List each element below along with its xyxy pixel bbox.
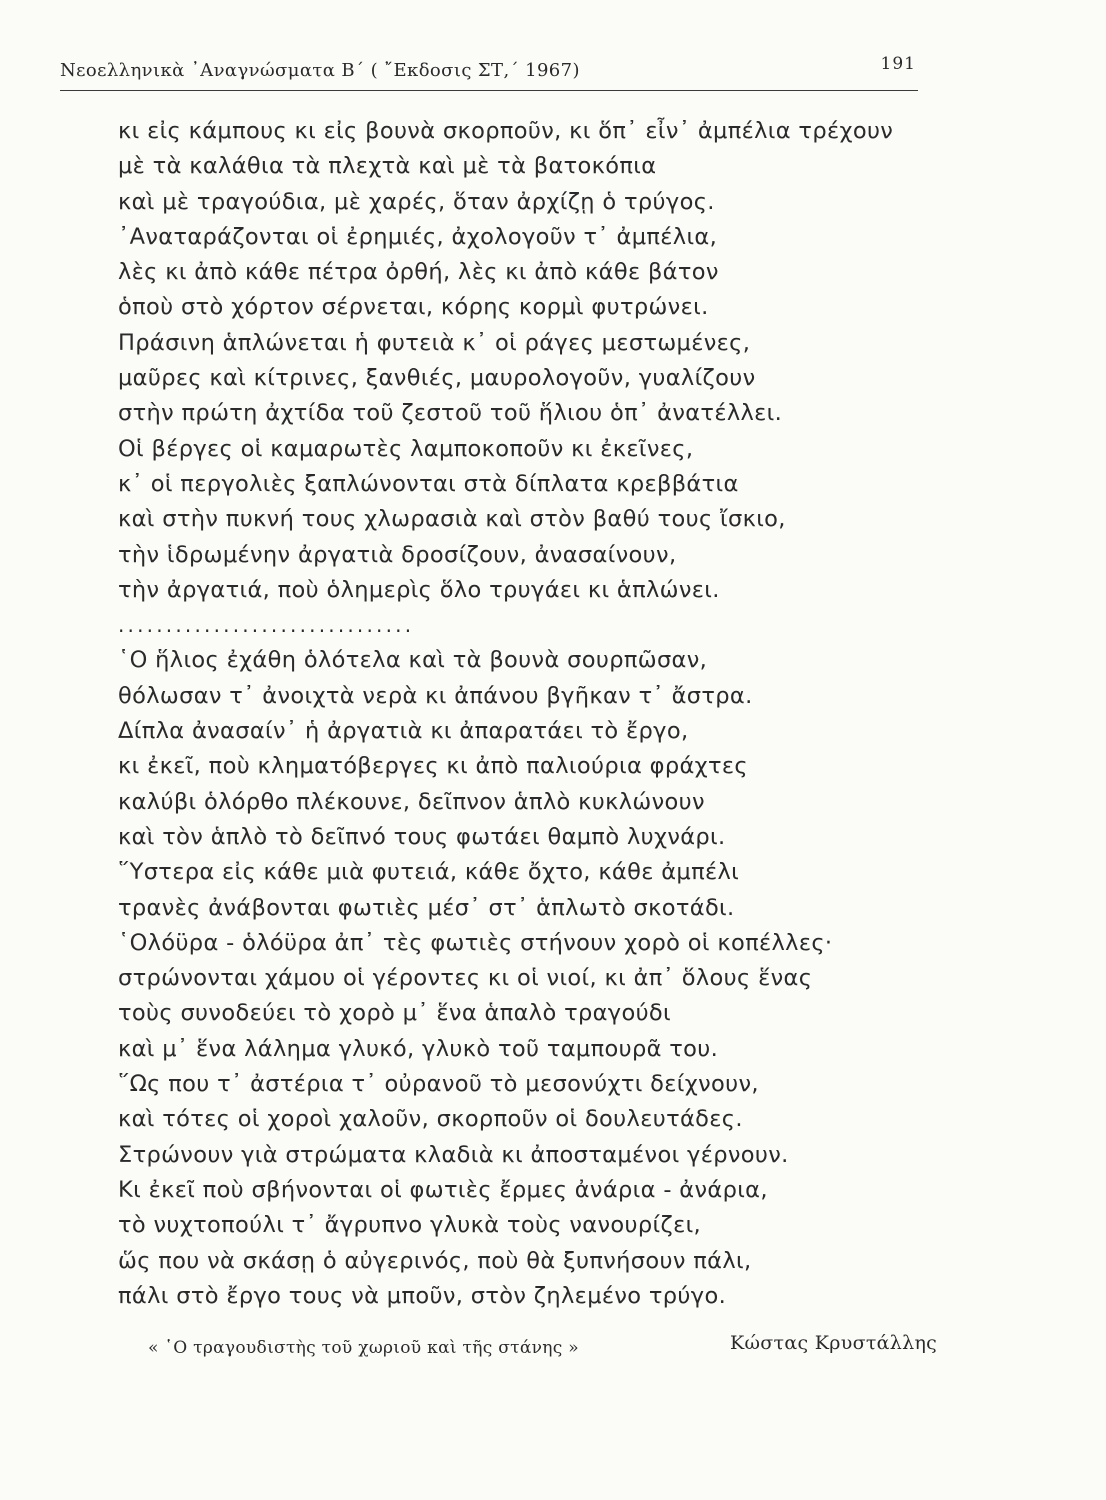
poem-line: ῞Υστερα εἰς κάθε μιὰ φυτειά, κάθε ὄχτο, κάθε ἀμπέλι [118, 859, 740, 886]
poem-line: Οἱ βέργες οἱ καμαρωτὲς λαμποκοποῦν κι ἐκεῖνες, [118, 435, 694, 462]
page-footer [148, 1330, 948, 1370]
poem-line: τοὺς συνοδεύει τὸ χορὸ μ᾿ ἕνα ἁπαλὸ τραγούδι [118, 1000, 672, 1027]
poem-line: τρανὲς ἀνάβονται φωτιὲς μέσ᾿ στ᾿ ἁπλωτὸ σκοτάδι. [118, 894, 735, 921]
poem-line: ᾿Αναταράζονται οἱ ἐρημιές, ἀχολογοῦν τ᾿ ἀμπέλια, [118, 223, 718, 250]
poem-line: Κι ἐκεῖ ποὺ σβήνονται οἱ φωτιὲς ἔρμες ἀνάρια - ἀνάρια, [118, 1176, 768, 1203]
page-number: 191 [880, 54, 916, 74]
poem-line: Στρώνουν γιὰ στρώματα κλαδιὰ κι ἀποσταμένοι γέρνουν. [118, 1141, 789, 1168]
poem-line: κ᾿ οἱ περγολιὲς ξαπλώνονται στὰ δίπλατα κρεββάτια [118, 470, 739, 497]
poem-line: στὴν πρώτη ἀχτίδα τοῦ ζεστοῦ τοῦ ἥλιου ὁπ᾿ ἀνατέλλει. [118, 400, 783, 427]
page-header [60, 52, 918, 91]
poem-line: ῾Ο ἥλιος ἐχάθη ὁλότελα καὶ τὰ βουνὰ σουρπῶσαν, [118, 647, 708, 674]
poem-line: κι εἰς κάμπους κι εἰς βουνὰ σκορποῦν, κι ὅπ᾿ εἶν᾿ ἀμπέλια τρέχουν [118, 118, 894, 144]
poem-line: τὸ νυχτοπούλι τ᾿ ἄγρυπνο γλυκὰ τοὺς νανουρίζει, [118, 1212, 702, 1239]
source-citation: « ῾Ο τραγουδιστὴς τοῦ χωριοῦ καὶ τῆς στάνης » [148, 1338, 579, 1358]
ellipsis-separator: ............................... [118, 613, 415, 638]
poem-line: ὁποὺ στὸ χόρτον σέρνεται, κόρης κορμὶ φυτρώνει. [118, 294, 709, 321]
poem-line: πάλι στὸ ἔργο τους νὰ μποῦν, στὸν ζηλεμένο τρύγο. [118, 1282, 727, 1309]
poem-line: καὶ μὲ τραγούδια, μὲ χαρές, ὅταν ἀρχίζῃ ὁ τρύγος. [118, 188, 715, 215]
poem-line: ὥς που νὰ σκάσῃ ὁ αὐγερινός, ποὺ θὰ ξυπνήσουν πάλι, [118, 1247, 752, 1274]
poem-line: λὲς κι ἀπὸ κάθε πέτρα ὀρθή, λὲς κι ἀπὸ κάθε βάτον [118, 259, 719, 286]
poem-line: θόλωσαν τ᾿ ἀνοιχτὰ νερὰ κι ἀπάνου βγῆκαν τ᾿ ἄστρα. [118, 682, 753, 709]
poem-line: Πράσινη ἁπλώνεται ἡ φυτειὰ κ᾿ οἱ ράγες μεστωμένες, [118, 329, 751, 356]
poem-line: τὴν ἀργατιά, ποὺ ὁλημερὶς ὅλο τρυγάει κι ἁπλώνει. [118, 576, 720, 603]
poem-line: ῞Ως που τ᾿ ἀστέρια τ᾿ οὐρανοῦ τὸ μεσονύχτι δείχνουν, [118, 1071, 759, 1098]
poem-line: στρώνονται χάμου οἱ γέροντες κι οἱ νιοί, κι ἀπ᾿ ὅλους ἕνας [118, 965, 813, 992]
book-title: Νεοελληνικὰ ᾿Αναγνώσματα Β΄ ( ῎Εκδοσις ΣΤ,΄ 1967) [60, 60, 580, 81]
poem-line: μὲ τὰ καλάθια τὰ πλεχτὰ καὶ μὲ τὰ βατοκόπια [118, 153, 657, 180]
poem-line: τὴν ἱδρωμένην ἀργατιὰ δροσίζουν, ἀνασαίνουν, [118, 541, 677, 568]
author-name: Κώστας Κρυστάλλης [730, 1332, 938, 1354]
poem-line: καὶ μ᾿ ἕνα λάλημα γλυκό, γλυκὸ τοῦ ταμπουρᾶ του. [118, 1035, 719, 1062]
poem-line: καὶ τὸν ἁπλὸ τὸ δεῖπνό τους φωτάει θαμπὸ λυχνάρι. [118, 823, 726, 850]
poem-line: μαῦρες καὶ κίτρινες, ξανθιές, μαυρολογοῦν, γυαλίζουν [118, 365, 756, 392]
poem-line: καὶ τότες οἱ χοροὶ χαλοῦν, σκορποῦν οἱ δουλευτάδες. [118, 1106, 743, 1133]
poem-text [118, 114, 938, 1314]
poem-line: ῾Ολόϋρα - ὁλόϋρα ἀπ᾿ τὲς φωτιὲς στήνουν χορὸ οἱ κοπέλλες· [118, 929, 833, 956]
poem-line: καὶ στὴν πυκνή τους χλωρασιὰ καὶ στὸν βαθύ τους ἴσκιο, [118, 506, 786, 533]
poem-line: κι ἐκεῖ, ποὺ κληματόβεργες κι ἀπὸ παλιούρια φράχτες [118, 753, 748, 780]
poem-line: καλύβι ὁλόρθο πλέκουνε, δεῖπνον ἁπλὸ κυκλώνουν [118, 788, 705, 815]
poem-line: Δίπλα ἀνασαίν᾿ ἡ ἀργατιὰ κι ἀπαρατάει τὸ ἔργο, [118, 718, 689, 745]
